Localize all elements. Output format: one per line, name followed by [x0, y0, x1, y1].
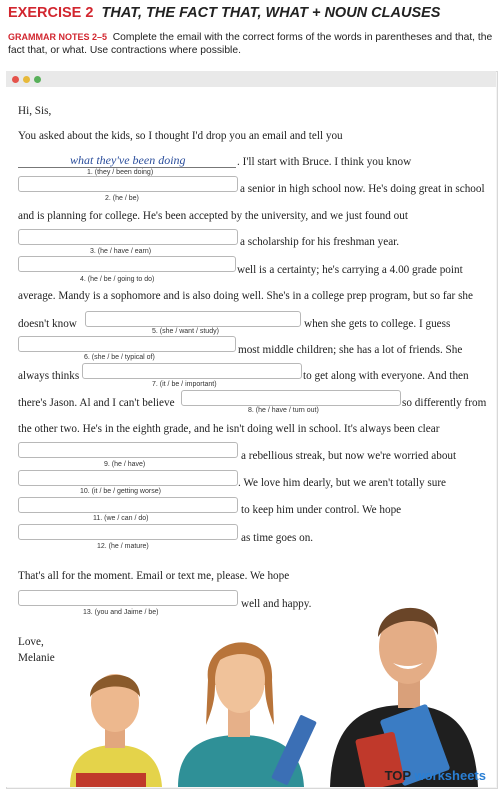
students-photo — [60, 585, 500, 787]
exercise-topic: THAT, THE FACT THAT, WHAT + NOUN CLAUSES — [101, 5, 441, 21]
line14-text: to keep him under control. We hope — [241, 504, 402, 516]
intro-line: You asked about the kids, so I thought I'd drop you an email and tell you — [18, 130, 343, 142]
young-man-figure — [330, 608, 478, 787]
answer-box-9[interactable] — [18, 442, 238, 458]
exercise-number: EXERCISE 2 — [8, 5, 94, 21]
brand-watermark — [385, 768, 486, 783]
girl-figure — [178, 642, 317, 787]
brand-worksheets: worksheets — [414, 768, 486, 783]
line17-text: well and happy. — [241, 598, 312, 610]
line2-text: a senior in high school now. He's doing great in school — [240, 183, 485, 195]
brand-top: TOP — [384, 768, 411, 783]
grammar-notes-ref: GRAMMAR NOTES 2–5 — [8, 32, 108, 42]
instructions — [8, 31, 493, 57]
red-dot-icon — [12, 76, 19, 83]
line16-text: That's all for the moment. Email or text me, please. We hope — [18, 570, 290, 582]
hint-2: 2. (he / be) — [105, 195, 139, 202]
closing: Love, — [18, 636, 44, 648]
hint-12: 12. (he / mature) — [97, 543, 149, 550]
line13-text: . We love him dearly, but we aren't totally sure — [238, 477, 447, 489]
line8-text: most middle children; she has a lot of friends. She — [238, 344, 463, 356]
line10-text: so differently from — [402, 397, 487, 409]
line5-text: well is a certainty; he's carrying a 4.00 grade point — [237, 264, 463, 276]
line7-text: when she gets to college. I guess — [304, 318, 451, 330]
boy-figure — [70, 674, 162, 787]
hint-11: 11. (we / can / do) — [93, 515, 149, 522]
hint-9: 9. (he / have) — [104, 461, 146, 468]
line9-start: always thinks — [18, 370, 80, 382]
answer-box-11[interactable] — [18, 497, 238, 513]
line15-text: as time goes on. — [241, 532, 314, 544]
instructions-text: Complete the email with the correct forms of the words in parentheses and that, the fact that, or what. Use contractions where possible. — [8, 32, 493, 56]
example-answer: what they've been doing — [70, 153, 186, 167]
answer-box-7[interactable] — [82, 363, 302, 379]
line3-text: and is planning for college. He's been accepted by the university, and we just found out — [18, 210, 408, 222]
answer-box-5[interactable] — [85, 311, 301, 327]
hint-3: 3. (he / have / earn) — [90, 248, 152, 255]
green-dot-icon — [34, 76, 41, 83]
window-title-bar — [6, 71, 496, 87]
answer-box-12[interactable] — [18, 524, 238, 540]
answer-line — [18, 167, 236, 168]
hint-1: 1. (they / been doing) — [87, 169, 154, 176]
answer-box-10[interactable] — [18, 470, 238, 486]
line1-text: . I'll start with Bruce. I think you know — [237, 156, 412, 168]
answer-box-2[interactable] — [18, 176, 238, 192]
line10-start: there's Jason. Al and I can't believe — [18, 397, 175, 409]
line9-text: to get along with everyone. And then — [303, 370, 469, 382]
line11-text: the other two. He's in the eighth grade, and he isn't doing well in school. It's always been clear — [18, 423, 440, 435]
answer-box-8[interactable] — [181, 390, 401, 406]
signature: Melanie — [18, 652, 55, 664]
greeting: Hi, Sis, — [18, 105, 52, 117]
hint-6: 6. (she / be / typical of) — [84, 354, 155, 361]
line7-start: doesn't know — [18, 318, 77, 330]
hint-5: 5. (she / want / study) — [152, 328, 219, 335]
line12-text: a rebellious streak, but now we're worried about — [241, 450, 457, 462]
hint-4: 4. (he / be / going to do) — [80, 276, 155, 283]
line4-text: a scholarship for his freshman year. — [240, 236, 400, 248]
answer-box-6[interactable] — [18, 336, 236, 352]
answer-box-3[interactable] — [18, 229, 238, 245]
hint-7: 7. (it / be / important) — [152, 381, 217, 388]
line6-text: average. Mandy is a sophomore and is also doing well. She's in a college prep program, but so far she — [18, 290, 473, 302]
hint-10: 10. (it / be / getting worse) — [80, 488, 161, 495]
exercise-title — [8, 5, 440, 21]
hint-13: 13. (you and Jaime / be) — [83, 609, 159, 616]
yellow-dot-icon — [23, 76, 30, 83]
answer-box-4[interactable] — [18, 256, 236, 272]
hint-8: 8. (he / have / turn out) — [248, 407, 319, 414]
